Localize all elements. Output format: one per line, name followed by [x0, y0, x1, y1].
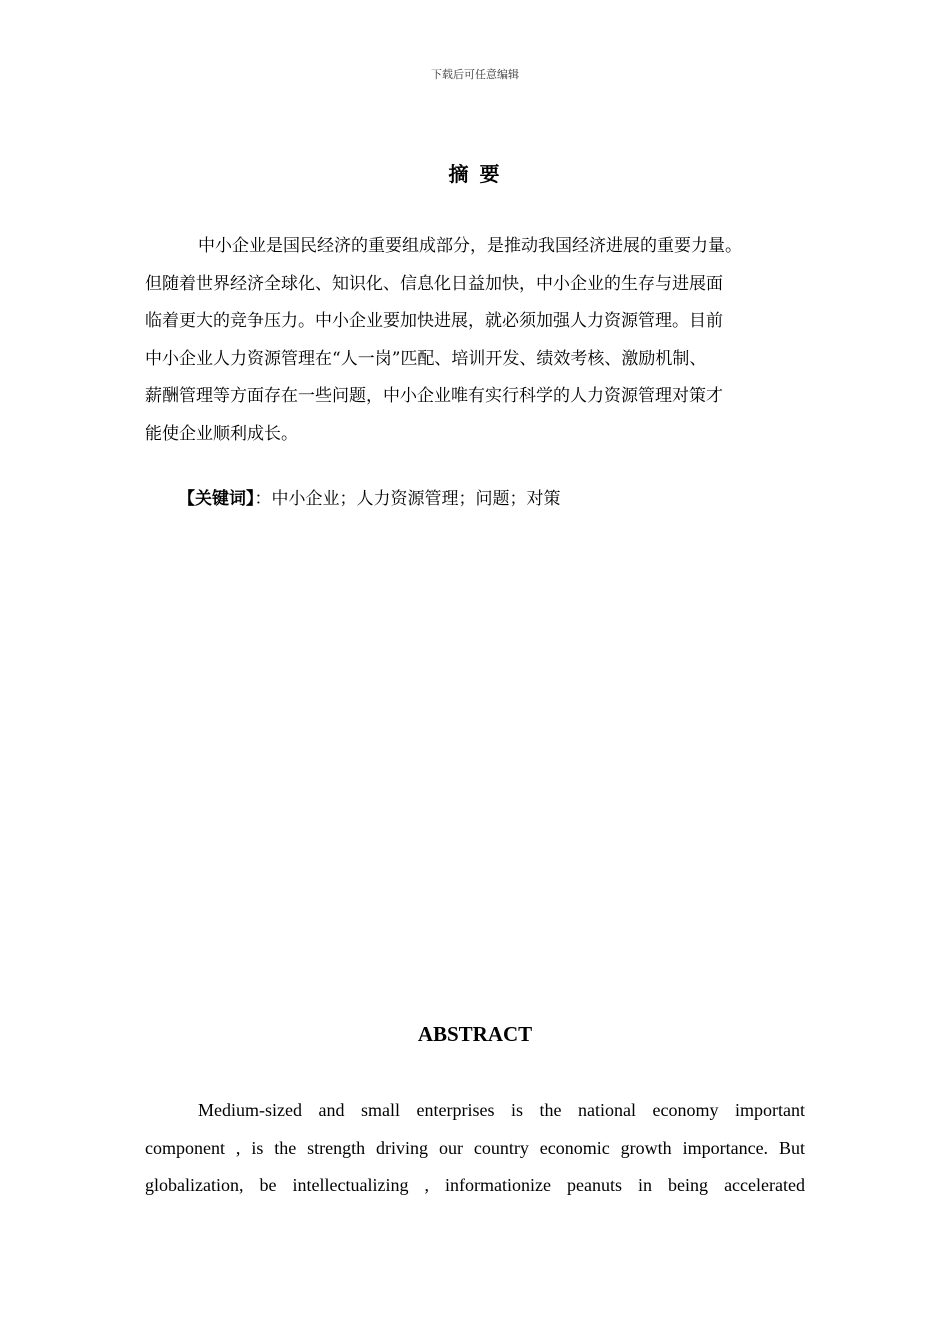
- abstract-cn-line: 薪酬管理等方面存在一些问题，中小企业唯有实行科学的人力资源管理对策才: [145, 386, 723, 406]
- abstract-cn-title: 摘 要: [448, 162, 502, 186]
- abstract-cn-line: 中小企业是国民经济的重要组成部分，是推动我国经济进展的重要力量。: [198, 236, 742, 256]
- abstract-cn-line: 中小企业人力资源管理在“人一岗”匹配、培训开发、绩效考核、激励机制、: [145, 348, 707, 369]
- keywords-row: [178, 485, 561, 513]
- abstract-cn-line: 临着更大的竞争压力。中小企业要加快进展，就必须加强人力资源管理。目前: [145, 311, 723, 331]
- abstract-cn-line: 但随着世界经济全球化、知识化、信息化日益加快，中小企业的生存与进展面: [145, 273, 723, 294]
- keywords-separator: ：: [254, 489, 272, 509]
- abstract-en-line: component , is the strength driving our country economic growth importance. But: [145, 1137, 805, 1158]
- abstract-cn-body: [145, 228, 820, 453]
- page-header-note: 下载后可任意编辑: [431, 68, 519, 81]
- abstract-en-line: globalization, be intellectualizing , informationize peanuts in being accelerated: [145, 1175, 805, 1195]
- abstract-en-title: ABSTRACT: [417, 1022, 533, 1046]
- abstract-en-body: [145, 1092, 805, 1205]
- keywords-label: 【关键词】: [178, 489, 255, 509]
- abstract-cn-line: 能使企业顺利成长。: [145, 423, 298, 444]
- keywords-list: 中小企业；人力资源管理；问题；对策: [271, 489, 561, 509]
- abstract-en-line: Medium-sized and small enterprises is the national economy important: [198, 1100, 805, 1120]
